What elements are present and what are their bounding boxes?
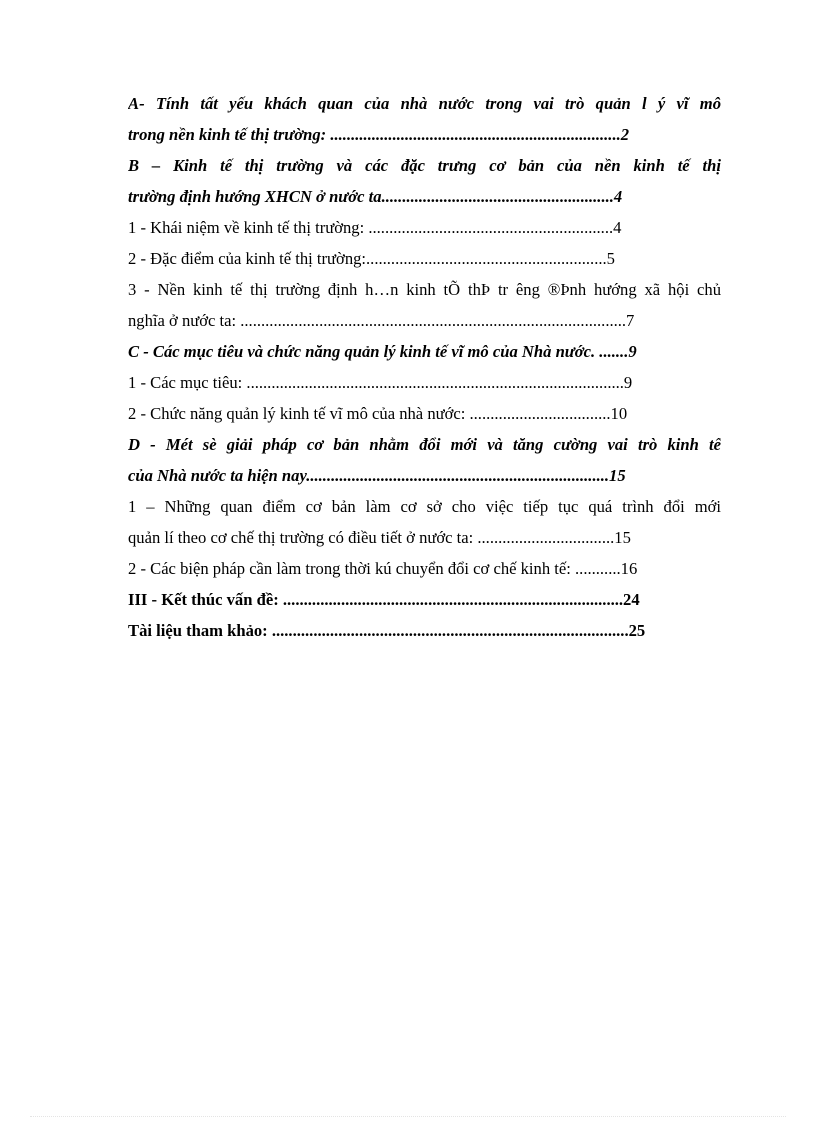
toc-entry-d-line-1: D - Mét sè giải pháp cơ bản nhằm đổi mới và tăng cường vai trò kinh tế [128,435,721,454]
toc-entry-c-1: 1 - Các mục tiêu: ...........................................................................................9 [128,373,633,392]
table-of-contents [128,88,721,646]
toc-entry-a-line-1: A- Tính tất yếu khách quan của nhà nước trong vai trò quản l ý vĩ mô [128,94,721,113]
toc-entry-d-1-line-2: quản lí theo cơ chế thị trường có điều tiết ở nước ta: .................................15 [128,528,631,547]
toc-entry-b-2: 2 - Đặc điểm của kinh tế thị trường:..........................................................5 [128,249,615,268]
toc-entry-b-3-line-2: nghĩa ở nước ta: .............................................................................................7 [128,311,635,330]
toc-entry-a-line-2: trong nền kinh tế thị trường: ......................................................................2 [128,125,630,144]
toc-entry-b-line-1: B – Kinh tế thị trường và các đặc trưng cơ bản của nền kinh tế thị [128,156,721,175]
toc-entry-d-line-2: của Nhà nước ta hiện nay.........................................................................15 [128,466,626,485]
toc-entry-d-2: 2 - Các biện pháp cần làm trong thời kú chuyển đổi cơ chế kinh tế: ...........16 [128,559,638,578]
toc-entry-b-3-line-1: 3 - Nền kinh tế thị trường định h…n kinh tÕ thÞ tr êng ®Þnh hướng xã hội chủ [128,280,721,299]
toc-entry-iii: III - Kết thúc vấn đề: ..................................................................................24 [128,590,640,609]
toc-entry-b-line-2: trường định hướng XHCN ở nước ta........................................................4 [128,187,623,206]
toc-entry-b-1: 1 - Khái niệm về kinh tế thị trường: ...........................................................4 [128,218,622,237]
toc-entry-references: Tài liệu tham khảo: ......................................................................................25 [128,621,646,640]
toc-entry-d-1-line-1: 1 – Những quan điểm cơ bản làm cơ sở cho việc tiếp tục quá trình đổi mới [128,497,721,516]
toc-entry-c: C - Các mục tiêu và chức năng quản lý kinh tế vĩ mô của Nhà nước. .......9 [128,342,637,361]
page-bottom-divider [30,1116,786,1117]
toc-entry-c-2: 2 - Chức năng quản lý kinh tế vĩ mô của nhà nước: ..................................10 [128,404,628,423]
